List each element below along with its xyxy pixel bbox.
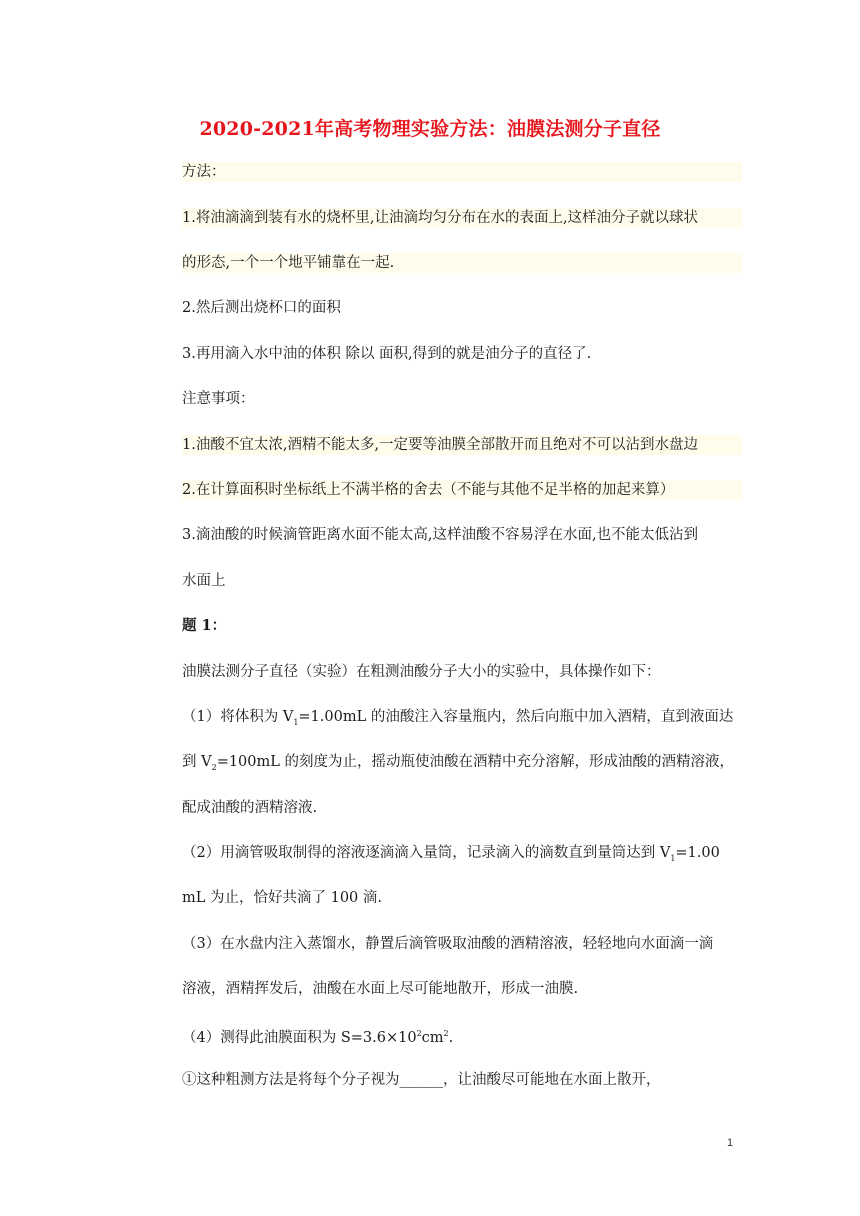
problem-step-3-line-2: 溶液，酒精挥发后，油酸在水面上尽可能地散开，形成一油膜. [182, 981, 579, 997]
method-item-1-line-2: 的形态,一个一个地平铺靠在一起. [182, 253, 742, 273]
step-1-text-d: =100mL 的刻度为止，摇动瓶使油酸在酒精中充分溶解，形成油酸的酒精溶液， [216, 754, 734, 770]
notes-item-2: 2.在计算面积时坐标纸上不满半格的舍去（不能与其他不足半格的加起来算） [182, 480, 742, 500]
step-1-text-c: 到 V [182, 754, 212, 770]
notes-item-1: 1.油酸不宜太浓,酒精不能太多,一定要等油膜全部散开而且绝对不可以沾到水盘边 [182, 435, 742, 455]
step-2-subscript: 1 [670, 853, 676, 863]
problem-step-2-line-1 [182, 843, 742, 869]
step-1-text-b: =1.00mL 的油酸注入容量瓶内，然后向瓶中加入酒精，直到液面达 [298, 709, 734, 725]
problem-step-1-line-3: 配成油酸的酒精溶液. [182, 800, 318, 816]
problem-step-2-line-2: mL 为止，恰好共滴了 100 滴. [182, 890, 382, 906]
problem-step-1-line-1 [182, 707, 742, 733]
method-item-2: 2.然后测出烧杯口的面积 [182, 300, 341, 316]
step-4-text-a: （4）测得此油膜面积为 S=3.6×10 [182, 1029, 417, 1046]
method-heading: 方法： [182, 162, 742, 182]
step-1-subscript-1: 1 [293, 717, 299, 727]
method-item-3: 3.再用滴入水中油的体积 除以 面积,得到的就是油分子的直径了. [182, 346, 592, 362]
problem-step-4 [182, 1024, 742, 1048]
step-1-text-a: （1）将体积为 V [182, 709, 294, 725]
step-1-subscript-2: 2 [211, 762, 217, 772]
page-number: 1 [727, 1137, 734, 1149]
problem-step-3-line-1: （3）在水盘内注入蒸馏水，静置后滴管吸取油酸的酒精溶液，轻轻地向水面滴一滴 [182, 936, 714, 952]
document-title: 2020-2021年高考物理实验方法：油膜法测分子直径 [199, 118, 661, 140]
step-4-text-c: . [448, 1029, 454, 1046]
notes-item-3-line-2: 水面上 [182, 573, 226, 589]
step-2-text-b: =1.00 [675, 845, 720, 861]
notes-item-3-line-1: 3.滴油酸的时候滴管距离水面不能太高,这样油酸不容易浮在水面,也不能太低沾到 [182, 527, 699, 543]
method-item-1-line-1: 1.将油滴滴到装有水的烧杯里,让油滴均匀分布在水的表面上,这样油分子就以球状 [182, 208, 742, 228]
notes-heading: 注意事项： [182, 391, 255, 407]
problem-question-1: ①这种粗测方法是将每个分子视为______，让油酸尽可能地在水面上散开， [182, 1072, 661, 1088]
step-4-superscript-1: 2 [416, 1029, 422, 1038]
problem-heading: 题 1： [182, 617, 227, 634]
step-2-text-a: （2）用滴管吸取制得的溶液逐滴滴入量筒，记录滴入的滴数直到量筒达到 V [182, 845, 671, 861]
step-4-text-b: cm [421, 1029, 444, 1046]
problem-step-1-line-2 [182, 752, 742, 778]
step-4-superscript-2: 2 [443, 1029, 449, 1038]
problem-intro: 油膜法测分子直径（实验）在粗测油酸分子大小的实验中，具体操作如下： [182, 664, 661, 680]
